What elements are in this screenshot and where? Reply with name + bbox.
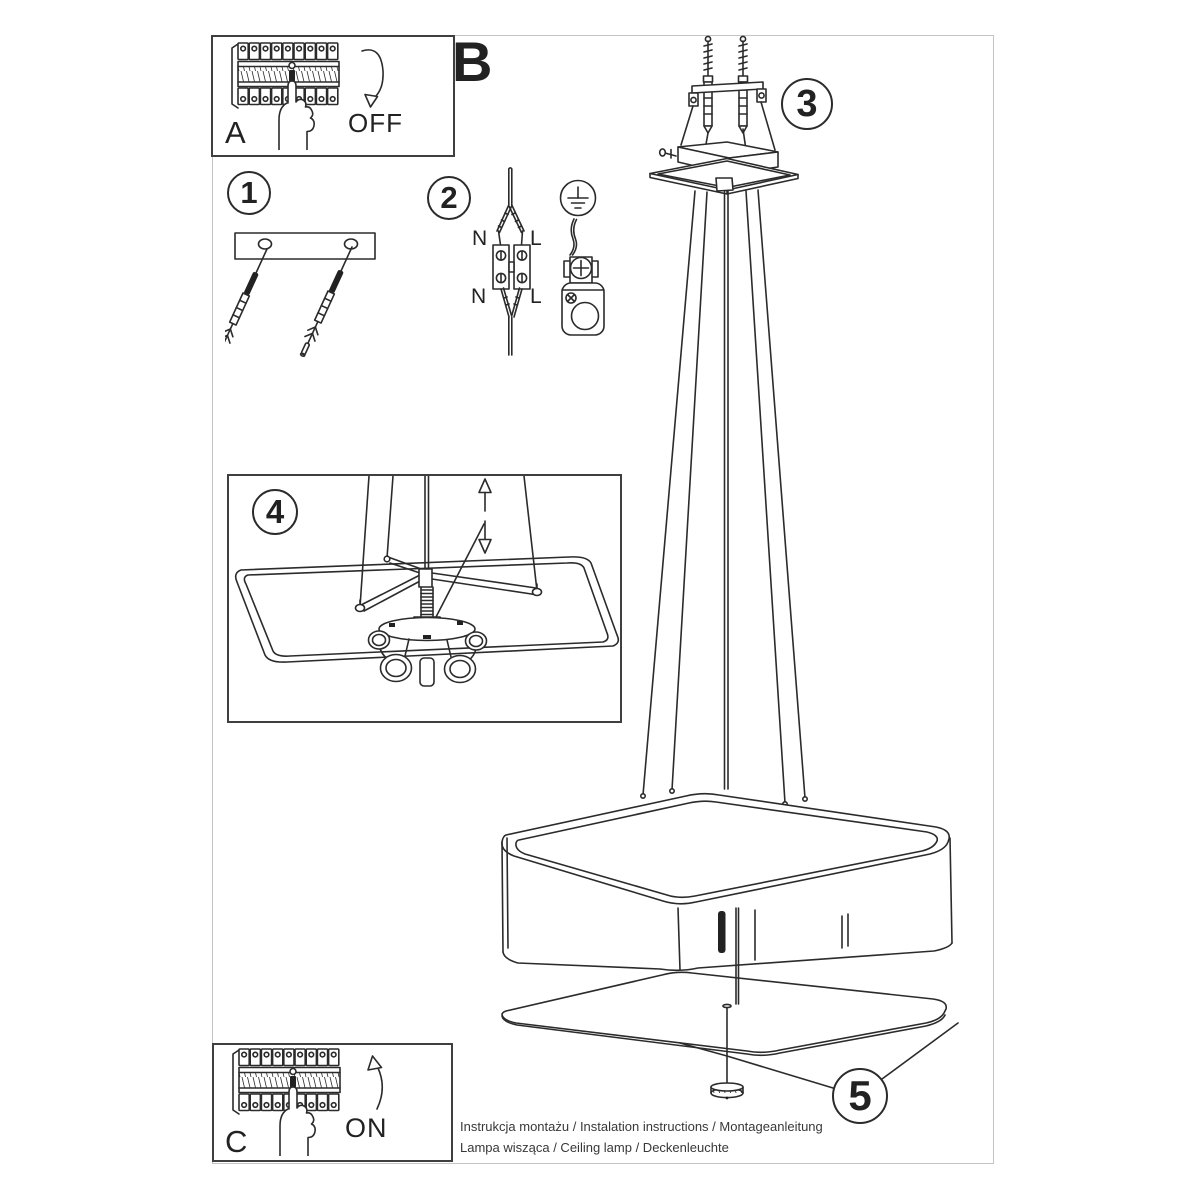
step-1-number: 1 bbox=[240, 175, 258, 210]
ground-clamp-icon bbox=[562, 219, 604, 335]
step-4-number: 4 bbox=[265, 493, 285, 530]
screw-anchor-icon bbox=[225, 247, 272, 361]
step-4-badge bbox=[252, 489, 298, 535]
cable-merge-bottom bbox=[501, 288, 522, 355]
step-2-badge bbox=[427, 176, 471, 220]
wire-line-out-label: L bbox=[530, 285, 542, 308]
ceiling-canopy-icon bbox=[650, 142, 798, 194]
power-on-label: ON bbox=[345, 1113, 388, 1143]
terminal-block-icon bbox=[493, 245, 530, 289]
step-4-box bbox=[227, 474, 622, 723]
panel-a-label: A bbox=[225, 115, 246, 150]
panel-a-power-off bbox=[211, 35, 455, 157]
step-5-number: 5 bbox=[848, 1072, 872, 1119]
footer-instructions-line: Instrukcja montażu / Instalation instructions / Montageanleitung bbox=[460, 1119, 823, 1134]
panel-c-label: C bbox=[225, 1124, 248, 1159]
step-2-number: 2 bbox=[440, 180, 458, 215]
step-1-badge bbox=[227, 171, 271, 215]
step-3-badge bbox=[781, 78, 833, 130]
circuit-breaker-on-icon bbox=[214, 1045, 451, 1160]
step-5-badge bbox=[832, 1068, 888, 1124]
power-off-label: OFF bbox=[348, 108, 403, 138]
wall-plugs-and-bar-icon bbox=[225, 225, 415, 370]
panel-c-power-on bbox=[212, 1043, 453, 1162]
height-adjustment-arrows-icon bbox=[436, 479, 491, 617]
lamp-shade bbox=[502, 794, 952, 971]
wire-neutral-in-label: N bbox=[472, 227, 488, 250]
wire-neutral-out-label: N bbox=[471, 285, 487, 308]
arrow-up-icon bbox=[368, 1056, 382, 1109]
earth-symbol-icon bbox=[561, 181, 596, 216]
wiring-terminal-icon bbox=[470, 165, 615, 360]
footer-product-line: Lampa wisząca / Ceiling lamp / Deckenleuchte bbox=[460, 1140, 729, 1155]
footer-captions bbox=[460, 1116, 823, 1158]
circuit-breaker-off-icon bbox=[213, 37, 453, 155]
diffuser-panel bbox=[502, 972, 946, 1055]
assembly-suspension-wires bbox=[360, 476, 537, 607]
section-b-label: B bbox=[452, 30, 493, 93]
arrow-down-icon bbox=[362, 50, 383, 107]
screw-anchor-icon bbox=[297, 245, 357, 359]
suspension-wires bbox=[641, 190, 807, 806]
wire-line-in-label: L bbox=[530, 227, 542, 250]
cable-split-top bbox=[497, 168, 524, 245]
step-3-number: 3 bbox=[796, 82, 818, 125]
